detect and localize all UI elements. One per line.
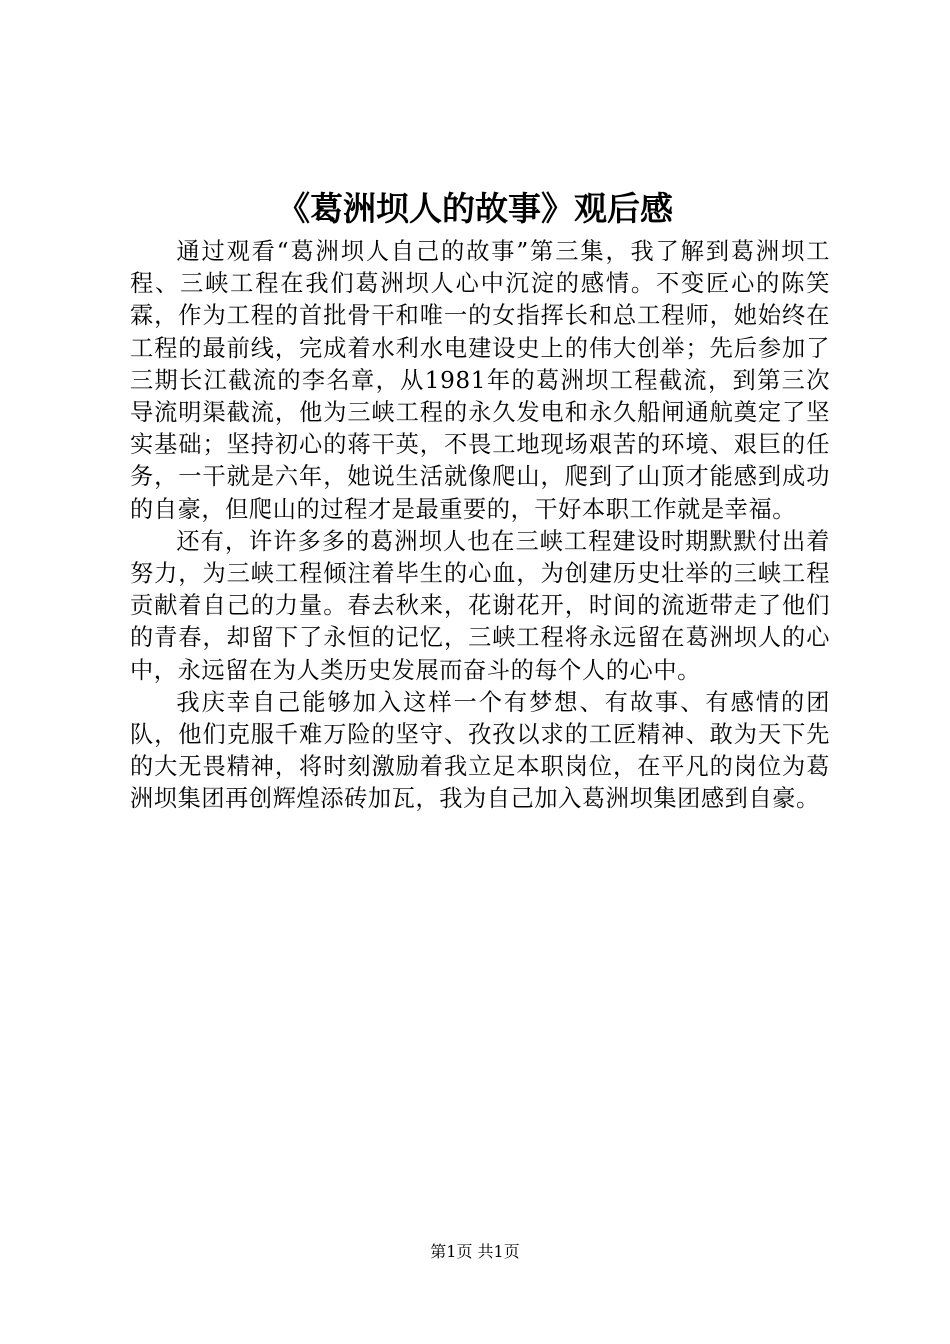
document-title: 《葛洲坝人的故事》观后感 [277,189,673,228]
paragraph-2: 还有，许许多多的葛洲坝人也在三峡工程建设时期默默付出着努力，为三峡工程倾注着毕生的心血，为创建历史壮举的三峡工程贡献着自己的力量。春去秋来，花谢花开，时间的流逝带走了他们的青春，却留下了永恒的记忆，三峡工程将永远留在葛洲坝人的心中，永远留在为人类历史发展而奋斗的每个人的心中。 [130,527,830,684]
page-footer: 第1页 共1页 [430,1242,520,1261]
paragraph-3: 我庆幸自己能够加入这样一个有梦想、有故事、有感情的团队，他们克服千难万险的坚守、孜孜以求的工匠精神、敢为天下先的大无畏精神，将时刻激励着我立足本职岗位，在平凡的岗位为葛洲坝集团再创辉煌添砖加瓦，我为自己加入葛洲坝集团感到自豪。 [130,688,830,813]
document-body [130,236,830,816]
paragraph-1: 通过观看“葛洲坝人自己的故事”第三集，我了解到葛洲坝工程、三峡工程在我们葛洲坝人心中沉淀的感情。不变匠心的陈笑霖，作为工程的首批骨干和唯一的女指挥长和总工程师，她始终在工程的最前线，完成着水利水电建设史上的伟大创举；先后参加了三期长江截流的李名章，从1981年的葛洲坝工程截流，到第三次导流明渠截流，他为三峡工程的永久发电和永久船闸通航奠定了坚实基础；坚持初心的蒋干英，不畏工地现场艰苦的环境、艰巨的任务，一干就是六年，她说生活就像爬山，爬到了山顶才能感到成功的自豪，但爬山的过程才是最重要的，干好本职工作就是幸福。 [130,238,830,523]
